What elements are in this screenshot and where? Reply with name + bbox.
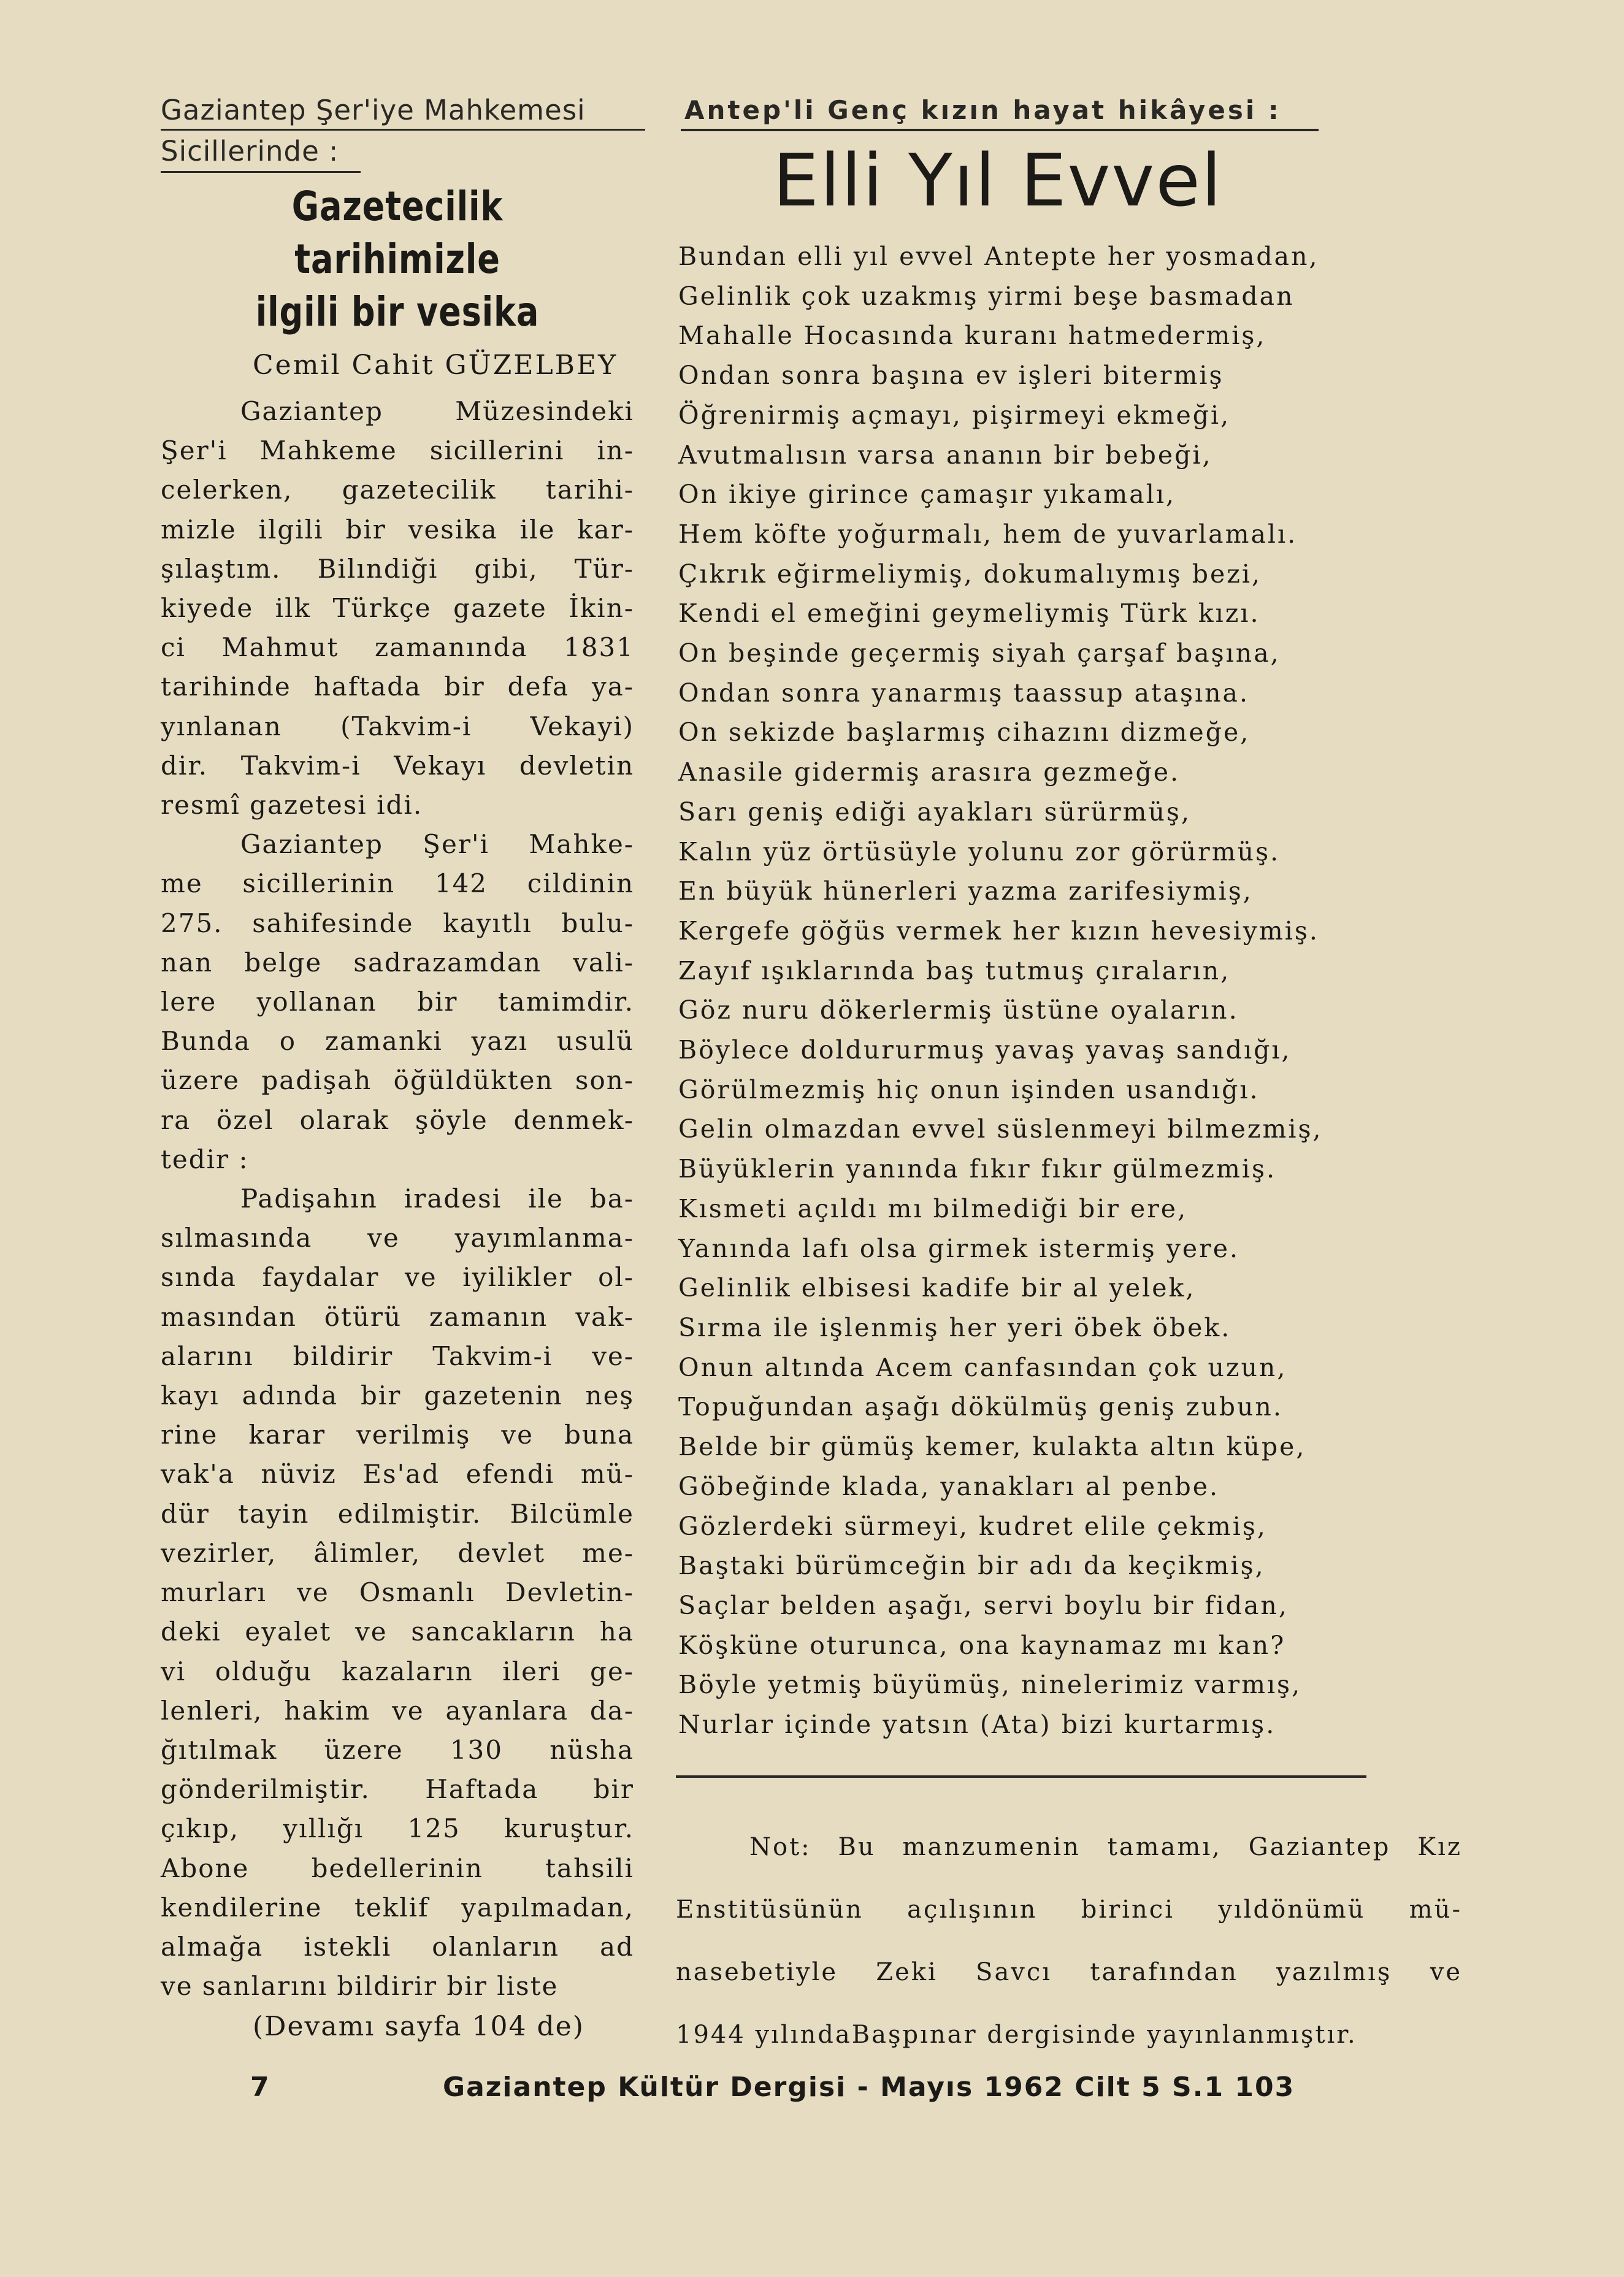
article-line: nan belge sadrazamdan vali- (161, 947, 634, 978)
article-line: vak'a nüviz Es'ad efendi mü- (161, 1459, 634, 1490)
poem-line: Göbeğinde klada, yanakları al penbe. (678, 1471, 1220, 1501)
note-line: nasebetiyle Zeki Savcı tarafından yazılmış ve (676, 1957, 1462, 1986)
page-number: 7 (250, 2072, 269, 2103)
article-line: ğıtılmak üzere 130 nüsha (161, 1734, 634, 1765)
poem-line: Gelinlik elbisesi kadife bir al yelek, (678, 1273, 1196, 1303)
poem-line: Baştaki bürümceğin bir adı da keçikmiş, (678, 1551, 1265, 1581)
article-line: murları ve Osmanlı Devletin- (161, 1577, 634, 1608)
article-line: şılaştım. Bilındiği gibi, Tür- (161, 553, 634, 584)
article-line: ve sanlarını bildirir bir liste (161, 1971, 559, 2002)
poem-line: Kısmeti açıldı mı bilmediği bir ere, (678, 1193, 1188, 1223)
note-line: Not: Bu manzumenin tamamı, Gaziantep Kız (749, 1832, 1462, 1861)
left-kicker-rule (161, 129, 645, 131)
poem-line: Gelinlik çok uzakmış yirmi beşe basmadan (678, 281, 1295, 311)
poem-line: Anasile gidermiş arasıra gezmeğe. (678, 757, 1181, 787)
poem-line: Zayıf ışıklarında baş tutmuş çıraların, (678, 955, 1231, 985)
poem-line: Görülmezmiş hiç onun işinden usandığı. (678, 1074, 1260, 1104)
article-line: çıkıp, yıllığı 125 kuruştur. (161, 1813, 634, 1844)
poem-kicker: Antep'li Genç kızın hayat hikâyesi : (684, 95, 1281, 125)
poem-line: Gözlerdeki sürmeyi, kudret elile çekmiş, (678, 1511, 1267, 1541)
article-line: lenleri, hakim ve ayanlara da- (161, 1695, 634, 1726)
article-line: Şer'i Mahkeme sicillerini in- (161, 435, 634, 466)
left-kicker-line2: Sicillerinde : (161, 135, 339, 167)
poem-line: Göz nuru dökerlermiş üstüne oyaların. (678, 995, 1239, 1025)
poem-divider (676, 1775, 1366, 1778)
continued-note: (Devamı sayfa 104 de) (253, 2011, 584, 2043)
article-line: Gaziantep Şer'i Mahke- (240, 829, 634, 860)
article-line: üzere padişah öğüldükten son- (161, 1065, 634, 1096)
left-title-rule (161, 171, 361, 173)
article-line: vezirler, âlimler, devlet me- (161, 1537, 634, 1568)
article-line: vi olduğu kazaların ileri ge- (161, 1656, 634, 1686)
poem-line: Öğrenirmiş açmayı, pişirmeyi ekmeği, (678, 400, 1231, 430)
article-line: deki eyalet ve sancakların ha (161, 1617, 634, 1647)
poem-line: Büyüklerin yanında fıkır fıkır gülmezmiş. (678, 1154, 1277, 1184)
article-line: kiyede ilk Türkçe gazete İkin- (161, 593, 634, 624)
poem-line: On ikiye girince çamaşır yıkamalı, (678, 480, 1176, 510)
poem-line: Kalın yüz örtüsüyle yolunu zor görürmüş. (678, 836, 1281, 867)
article-line: celerken, gazetecilik tarihi- (161, 475, 634, 505)
article-line: kendilerine teklif yapılmadan, (161, 1892, 634, 1923)
note-line: 1944 yılındaBaşpınar dergisinde yayınlanmıştır. (676, 2020, 1357, 2049)
article-line: sılmasında ve yayımlanma- (161, 1223, 634, 1253)
article-line: Padişahın iradesi ile ba- (240, 1184, 634, 1214)
poem-title: Elli Yıl Evvel (773, 138, 1223, 223)
article-line: ci Mahmut zamanında 1831 (161, 632, 634, 663)
article-line: tedir : (161, 1144, 249, 1174)
article-line: Gaziantep Müzesindeki (240, 396, 634, 426)
poem-line: Sırma ile işlenmiş her yeri öbek öbek. (678, 1312, 1231, 1342)
poem-line: Böylece doldururmuş yavaş yavaş sandığı, (678, 1035, 1292, 1065)
poem-line: Hem köfte yoğurmalı, hem de yuvarlamalı. (678, 519, 1298, 549)
article-line: almağa istekli olanların ad (161, 1931, 634, 1962)
poem-line: Mahalle Hocasında kuranı hatmedermiş, (678, 321, 1266, 351)
article-line: dir. Takvim-i Vekayı devletin (161, 750, 634, 781)
poem-line: Çıkrık eğirmeliymiş, dokumalıymış bezi, (678, 559, 1262, 589)
article-line: lere yollanan bir tamimdir. (161, 987, 634, 1017)
article-line: tarihinde haftada bir defa ya- (161, 672, 634, 702)
left-kicker-line1: Gaziantep Şer'iye Mahkemesi (161, 94, 586, 126)
article-line: dür tayin edilmiştir. Bilcümle (161, 1498, 634, 1529)
poem-line: Kendi el emeğini geymeliymiş Türk kızı. (678, 599, 1260, 629)
article-line: gönderilmiştir. Haftada bir (161, 1774, 634, 1805)
poem-line: Topuğundan aşağı dökülmüş geniş zubun. (678, 1392, 1283, 1422)
article-line: me sicillerinin 142 cildinin (161, 868, 634, 899)
article-title-line1: Gazetecilik tarihimizle (291, 183, 504, 283)
poem-line: On beşinde geçermiş siyah çarşaf başına, (678, 638, 1281, 668)
poem-line: En büyük hünerleri yazma zarifesiymiş, (678, 876, 1253, 906)
poem-line: Onun altında Acem canfasından çok uzun, (678, 1352, 1287, 1382)
article-line: kayı adında bir gazetenin neş (161, 1380, 634, 1411)
left-column (161, 92, 634, 2042)
poem-line: On sekizde başlarmış cihazını dizmeğe, (678, 718, 1251, 748)
article-line: masından ötürü zamanın vak- (161, 1301, 634, 1332)
article-line: 275. sahifesinde kayıtlı bulu- (161, 908, 634, 938)
poem-line: Gelin olmazdan evvel süslenmeyi bilmezmiş, (678, 1114, 1323, 1144)
note-line: Enstitüsünün açılışının birinci yıldönümü mü- (676, 1895, 1462, 1924)
article-author: Cemil Cahit GÜZELBEY (253, 350, 618, 381)
poem-kicker-rule (681, 129, 1319, 131)
article-line: ra özel olarak şöyle denmek- (161, 1104, 634, 1135)
article-line: alarını bildirir Takvim-i ve- (161, 1341, 634, 1371)
article-line: mizle ilgili bir vesika ile kar- (161, 514, 634, 545)
poem-body (676, 237, 1400, 1745)
article-line: Bunda o zamanki yazı usulü (161, 1026, 634, 1057)
poem-line: Kergefe göğüs vermek her kızın hevesiymiş. (678, 916, 1319, 946)
poem-line: Avutmalısın varsa ananın bir bebeği, (678, 440, 1212, 470)
article-line: rine karar verilmiş ve buna (161, 1420, 634, 1450)
poem-line: Nurlar içinde yatsın (Ata) bizi kurtarmış. (678, 1710, 1276, 1740)
poem-line: Ondan sonra yanarmış taassup ataşına. (678, 678, 1249, 708)
footer-citation: Gaziantep Kültür Dergisi - Mayıs 1962 Cilt 5 S.1 103 (443, 2072, 1295, 2103)
poem-line: Belde bir gümüş kemer, kulakta altın küpe, (678, 1432, 1306, 1462)
poem-line: Saçlar belden aşağı, servi boylu bir fidan, (678, 1590, 1289, 1620)
article-line: sında faydalar ve iyilikler ol- (161, 1262, 634, 1293)
article-body (161, 392, 634, 2006)
article-line: resmî gazetesi idi. (161, 790, 423, 821)
poem-note (676, 1816, 1462, 2066)
article-line: yınlanan (Takvim-i Vekayi) (161, 711, 634, 741)
article-line: Abone bedellerinin tahsili (161, 1853, 634, 1883)
poem-line: Bundan elli yıl evvel Antepte her yosmadan, (678, 242, 1319, 271)
article-title-line2: ilgili bir vesika (255, 288, 540, 335)
article-title (203, 180, 591, 339)
poem-line: Ondan sonra başına ev işleri bitermiş (678, 361, 1224, 391)
poem-line: Yanında lafı olsa girmek istermiş yere. (678, 1233, 1240, 1263)
poem-line: Böyle yetmiş büyümüş, ninelerimiz varmış, (678, 1670, 1302, 1700)
poem-line: Köşküne oturunca, ona kaynamaz mı kan? (678, 1630, 1286, 1660)
right-column (676, 92, 1462, 2066)
poem-line: Sarı geniş ediği ayakları sürürmüş, (678, 797, 1191, 827)
